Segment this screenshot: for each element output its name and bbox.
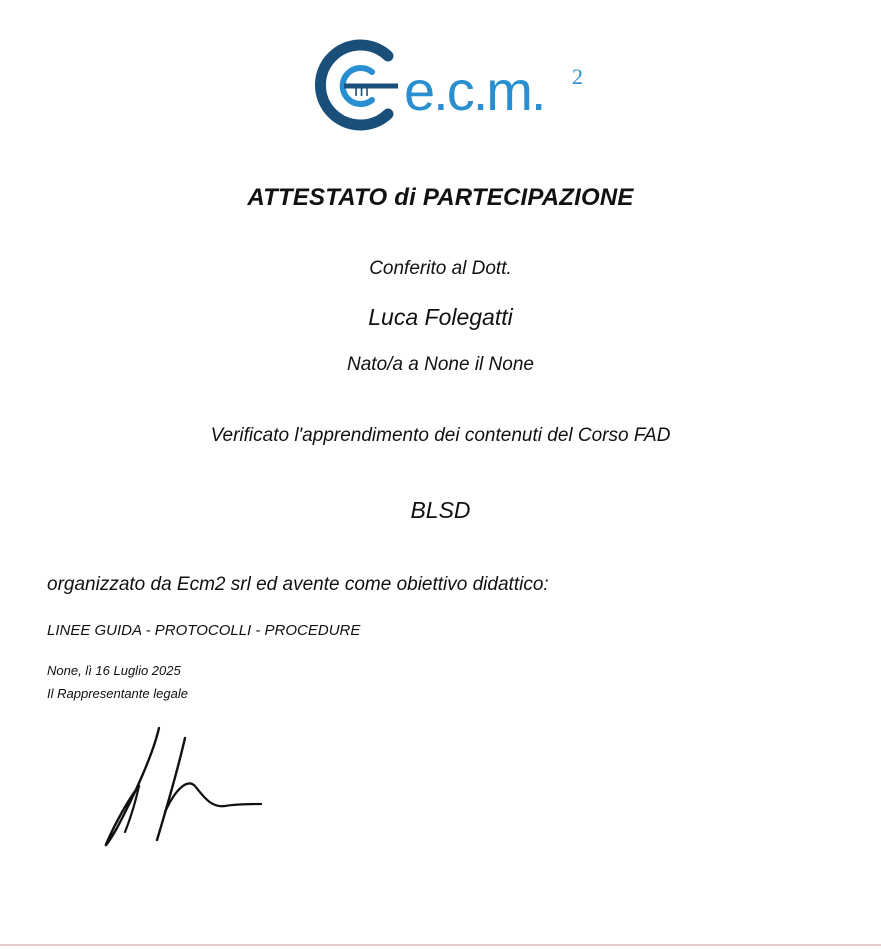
page-bottom-rule — [0, 944, 881, 946]
place-date: None, lì 16 Luglio 2025 — [47, 663, 181, 678]
didactic-objective: LINEE GUIDA - PROTOCOLLI - PROCEDURE — [47, 622, 361, 639]
course-name: BLSD — [410, 497, 471, 523]
logo-wordmark: e.c.m. — [404, 59, 545, 122]
organizer-text: organizzato da Ecm2 srl ed avente come obiettivo didattico: — [47, 574, 549, 595]
handwritten-signature — [95, 724, 275, 854]
birth-info: Nato/a a None il None — [347, 354, 534, 375]
logo-superscript: 2 — [572, 64, 583, 89]
recipient-name: Luca Folegatti — [368, 304, 513, 330]
logo-emblem-letter: m — [354, 80, 369, 100]
verification-text: Verificato l'apprendimento dei contenuti del Corso FAD — [210, 425, 671, 446]
certificate-title: ATTESTATO di PARTECIPAZIONE — [247, 184, 634, 211]
ecm2-logo — [306, 34, 596, 134]
signatory-role: Il Rappresentante legale — [47, 686, 188, 701]
conferred-to-label: Conferito al Dott. — [369, 258, 512, 279]
